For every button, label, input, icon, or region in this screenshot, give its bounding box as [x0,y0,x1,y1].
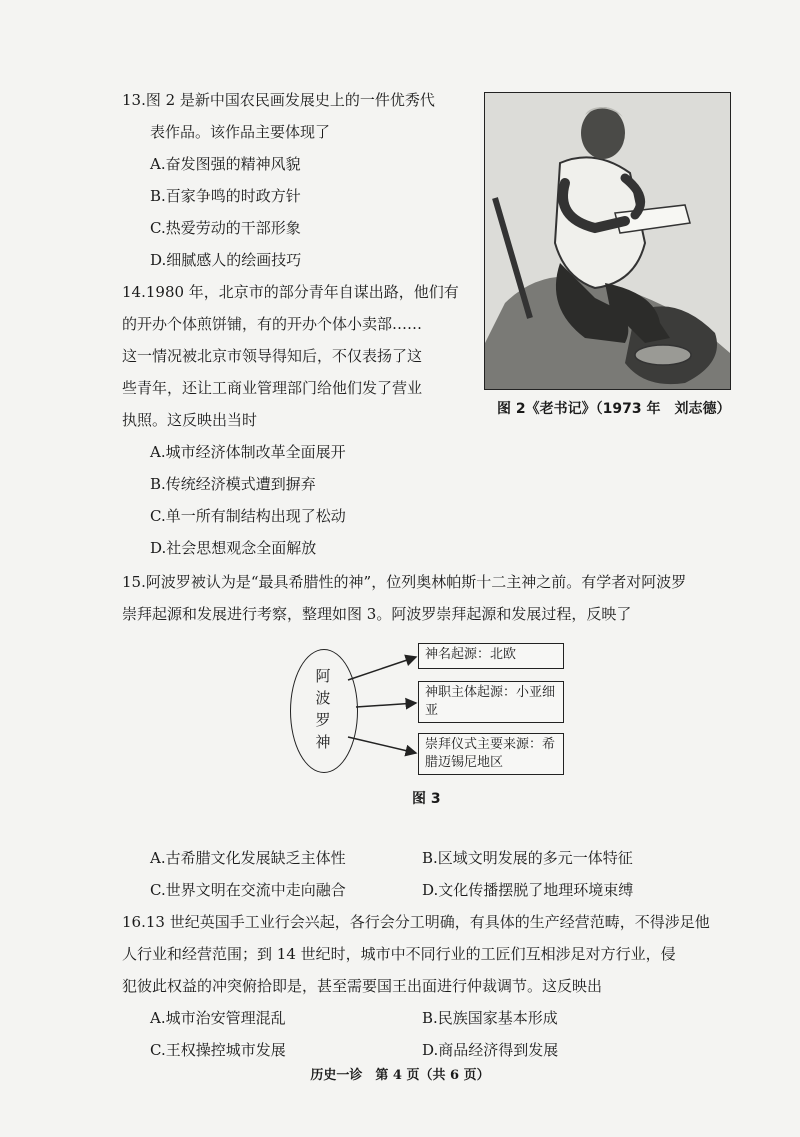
q16-stem-line2: 人行业和经营范围；到 14 世纪时，城市中不同行业的工匠们互相涉足对方行业，侵 [122,945,676,963]
q15-stem-line1: 15.阿波罗被认为是“最具希腊性的神”，位列奥林帕斯十二主神之前。有学者对阿波罗 [122,573,687,591]
q14-stem-line1: 14.1980 年，北京市的部分青年自谋出路，他们有 [122,283,459,301]
q14-option-d: D.社会思想观念全面解放 [150,539,317,557]
q14-stem-line4: 些青年，还让工商业管理部门给他们发了营业 [122,379,423,397]
q13-option-b: B.百家争鸣的时政方针 [150,187,301,205]
q15-option-c: C.世界文明在交流中走向融合 [150,881,346,899]
q13-option-c: C.热爱劳动的干部形象 [150,219,301,237]
page-footer: 历史一诊 第 4 页（共 6 页） [310,1068,490,1083]
q14-stem-line2: 的开办个体煎饼铺，有的开办个体小卖部…… [122,315,423,333]
diagram-box-role-origin: 神职主体起源：小亚细亚 [418,681,564,723]
q16-stem-line1: 16.13 世纪英国手工业行会兴起，各行会分工明确，有具体的生产经营范畴，不得涉足他 [122,913,710,931]
q15-option-b: B.区域文明发展的多元一体特征 [422,849,633,867]
q16-option-c: C.王权操控城市发展 [150,1041,286,1059]
q14-option-c: C.单一所有制结构出现了松动 [150,507,346,525]
q15-option-a: A.古希腊文化发展缺乏主体性 [150,849,346,867]
figure3-diagram [280,635,580,785]
arrow-to-box1 [348,657,416,680]
q16-option-d: D.商品经济得到发展 [422,1041,559,1059]
q13-option-d: D.细腻感人的绘画技巧 [150,251,302,269]
diagram-box-name-origin: 神名起源：北欧 [418,643,564,669]
q14-stem-line5: 执照。这反映出当时 [122,411,258,429]
painting-illustration [485,93,730,389]
q13-option-a: A.奋发图强的精神风貌 [150,155,301,173]
figure3-caption: 图 3 [412,791,441,807]
q16-option-a: A.城市治安管理混乱 [150,1009,286,1027]
q15-stem-line2: 崇拜起源和发展进行考察，整理如图 3。阿波罗崇拜起源和发展过程，反映了 [122,605,632,623]
arrow-to-box3 [348,737,416,753]
q13-stem-line1: 13.图 2 是新中国农民画发展史上的一件优秀代 [122,91,435,109]
q14-option-b: B.传统经济模式遭到摒弃 [150,475,316,493]
figure2-painting [484,92,731,390]
q15-option-d: D.文化传播摆脱了地理环境束缚 [422,881,634,899]
q13-stem-line2: 表作品。该作品主要体现了 [150,123,331,141]
q16-option-b: B.民族国家基本形成 [422,1009,558,1027]
q14-option-a: A.城市经济体制改革全面展开 [150,443,346,461]
q16-stem-line3: 犯彼此权益的冲突俯拾即是，甚至需要国王出面进行仲裁调节。这反映出 [122,977,603,995]
diagram-center-label: 阿波罗神 [315,667,331,751]
q14-stem-line3: 这一情况被北京市领导得知后，不仅表扬了这 [122,347,423,365]
diagram-box-ritual-origin: 崇拜仪式主要来源：希腊迈锡尼地区 [418,733,564,775]
figure2-caption: 图 2《老书记》（1973 年 刘志德） [497,401,731,417]
arrow-to-box2 [356,703,416,707]
